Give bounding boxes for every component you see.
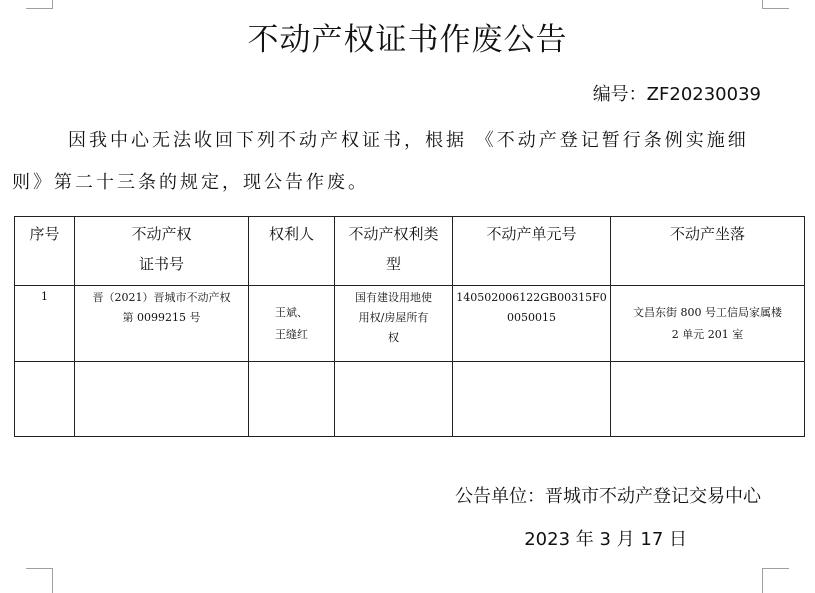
page-title: 不动产权证书作废公告 — [247, 22, 568, 58]
issue-date: 2023 年 3 月 17 日 — [524, 529, 687, 550]
empty-cell — [15, 362, 75, 437]
crop-mark-bottom-right — [762, 568, 789, 593]
header-unit-number: 不动产单元号 — [453, 217, 611, 286]
certificate-table — [14, 216, 805, 437]
cell-unit-number: 140502006122GB00315F00050015 — [453, 286, 611, 362]
table-row-empty — [15, 362, 805, 437]
cell-cert-number: 晋（2021）晋城市不动产权 第 0099215 号 — [75, 286, 249, 362]
table-header-row — [15, 217, 805, 286]
empty-cell — [453, 362, 611, 437]
cell-owner: 王斌、 王缝红 — [249, 286, 335, 362]
table-row — [15, 286, 805, 362]
header-right-type: 不动产权利类 型 — [335, 217, 453, 286]
empty-cell — [335, 362, 453, 437]
header-seq: 序号 — [15, 217, 75, 286]
header-location: 不动产坐落 — [611, 217, 805, 286]
header-owner: 权利人 — [249, 217, 335, 286]
crop-mark-top-left — [26, 0, 53, 9]
cell-right-type: 国有建设用地使 用权/房屋所有 权 — [335, 286, 453, 362]
cell-location: 文昌东街 800 号工信局家属楼 2 单元 201 室 — [611, 286, 805, 362]
empty-cell — [249, 362, 335, 437]
issuing-unit: 公告单位：晋城市不动产登记交易中心 — [455, 486, 761, 507]
header-cert-number: 不动产权 证书号 — [75, 217, 249, 286]
cell-seq: 1 — [15, 286, 75, 362]
empty-cell — [75, 362, 249, 437]
announcement-body: 因我中心无法收回下列不动产权证书，根据 《不动产登记暂行条例实施细则》第二十三条的规定，现公告作废。 — [12, 130, 749, 193]
empty-cell — [611, 362, 805, 437]
crop-mark-bottom-left — [26, 568, 53, 593]
document-number: 编号：ZF20230039 — [592, 84, 761, 105]
crop-mark-top-right — [762, 0, 789, 9]
